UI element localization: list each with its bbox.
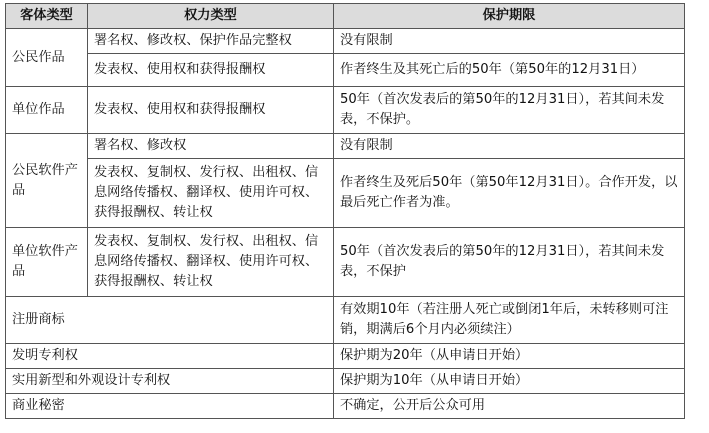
protection-period-cell: 没有限制 — [334, 134, 685, 159]
table-row — [6, 29, 685, 54]
protection-period-cell: 不确定，公开后公众可用 — [334, 394, 685, 419]
ip-protection-table — [5, 3, 685, 419]
protection-period-cell: 有效期10年（若注册人死亡或倒闭1年后，未转移则可注销，期满后6个月内必须续注） — [334, 297, 685, 344]
object-type-cell: 实用新型和外观设计专利权 — [6, 369, 334, 394]
table-row — [6, 394, 685, 419]
header-protection-period: 保护期限 — [334, 4, 685, 29]
protection-period-cell: 没有限制 — [334, 29, 685, 54]
object-type-cell: 公民软件产品 — [6, 134, 88, 228]
object-type-cell: 注册商标 — [6, 297, 334, 344]
table-row — [6, 297, 685, 344]
table-row — [6, 228, 685, 297]
right-type-cell: 发表权、复制权、发行权、出租权、信息网络传播权、翻译权、使用许可权、获得报酬权、转让权 — [88, 228, 334, 297]
object-type-cell: 公民作品 — [6, 29, 88, 87]
table-row — [6, 87, 685, 134]
header-row — [6, 4, 685, 29]
right-type-cell: 发表权、使用权和获得报酬权 — [88, 54, 334, 87]
right-type-cell: 发表权、复制权、发行权、出租权、信息网络传播权、翻译权、使用许可权、获得报酬权、转让权 — [88, 159, 334, 228]
table-row — [6, 344, 685, 369]
protection-period-cell: 作者终生及其死亡后的50年（第50年的12月31日） — [334, 54, 685, 87]
protection-period-cell: 保护期为10年（从申请日开始） — [334, 369, 685, 394]
table-row — [6, 54, 685, 87]
right-type-cell: 署名权、修改权、保护作品完整权 — [88, 29, 334, 54]
object-type-cell: 商业秘密 — [6, 394, 334, 419]
object-type-cell: 发明专利权 — [6, 344, 334, 369]
protection-period-cell: 50年（首次发表后的第50年的12月31日），若其间未发表，不保护 — [334, 228, 685, 297]
right-type-cell: 发表权、使用权和获得报酬权 — [88, 87, 334, 134]
protection-period-cell: 保护期为20年（从申请日开始） — [334, 344, 685, 369]
header-object-type: 客体类型 — [6, 4, 88, 29]
table-row — [6, 134, 685, 159]
protection-period-cell: 50年（首次发表后的第50年的12月31日），若其间未发表，不保护。 — [334, 87, 685, 134]
right-type-cell: 署名权、修改权 — [88, 134, 334, 159]
object-type-cell: 单位软件产品 — [6, 228, 88, 297]
table-row — [6, 369, 685, 394]
header-right-type: 权力类型 — [88, 4, 334, 29]
protection-period-cell: 作者终生及死后50年（第50年12月31日）。合作开发，以最后死亡作者为准。 — [334, 159, 685, 228]
table-row — [6, 159, 685, 228]
object-type-cell: 单位作品 — [6, 87, 88, 134]
ip-protection-table-container — [5, 3, 685, 419]
